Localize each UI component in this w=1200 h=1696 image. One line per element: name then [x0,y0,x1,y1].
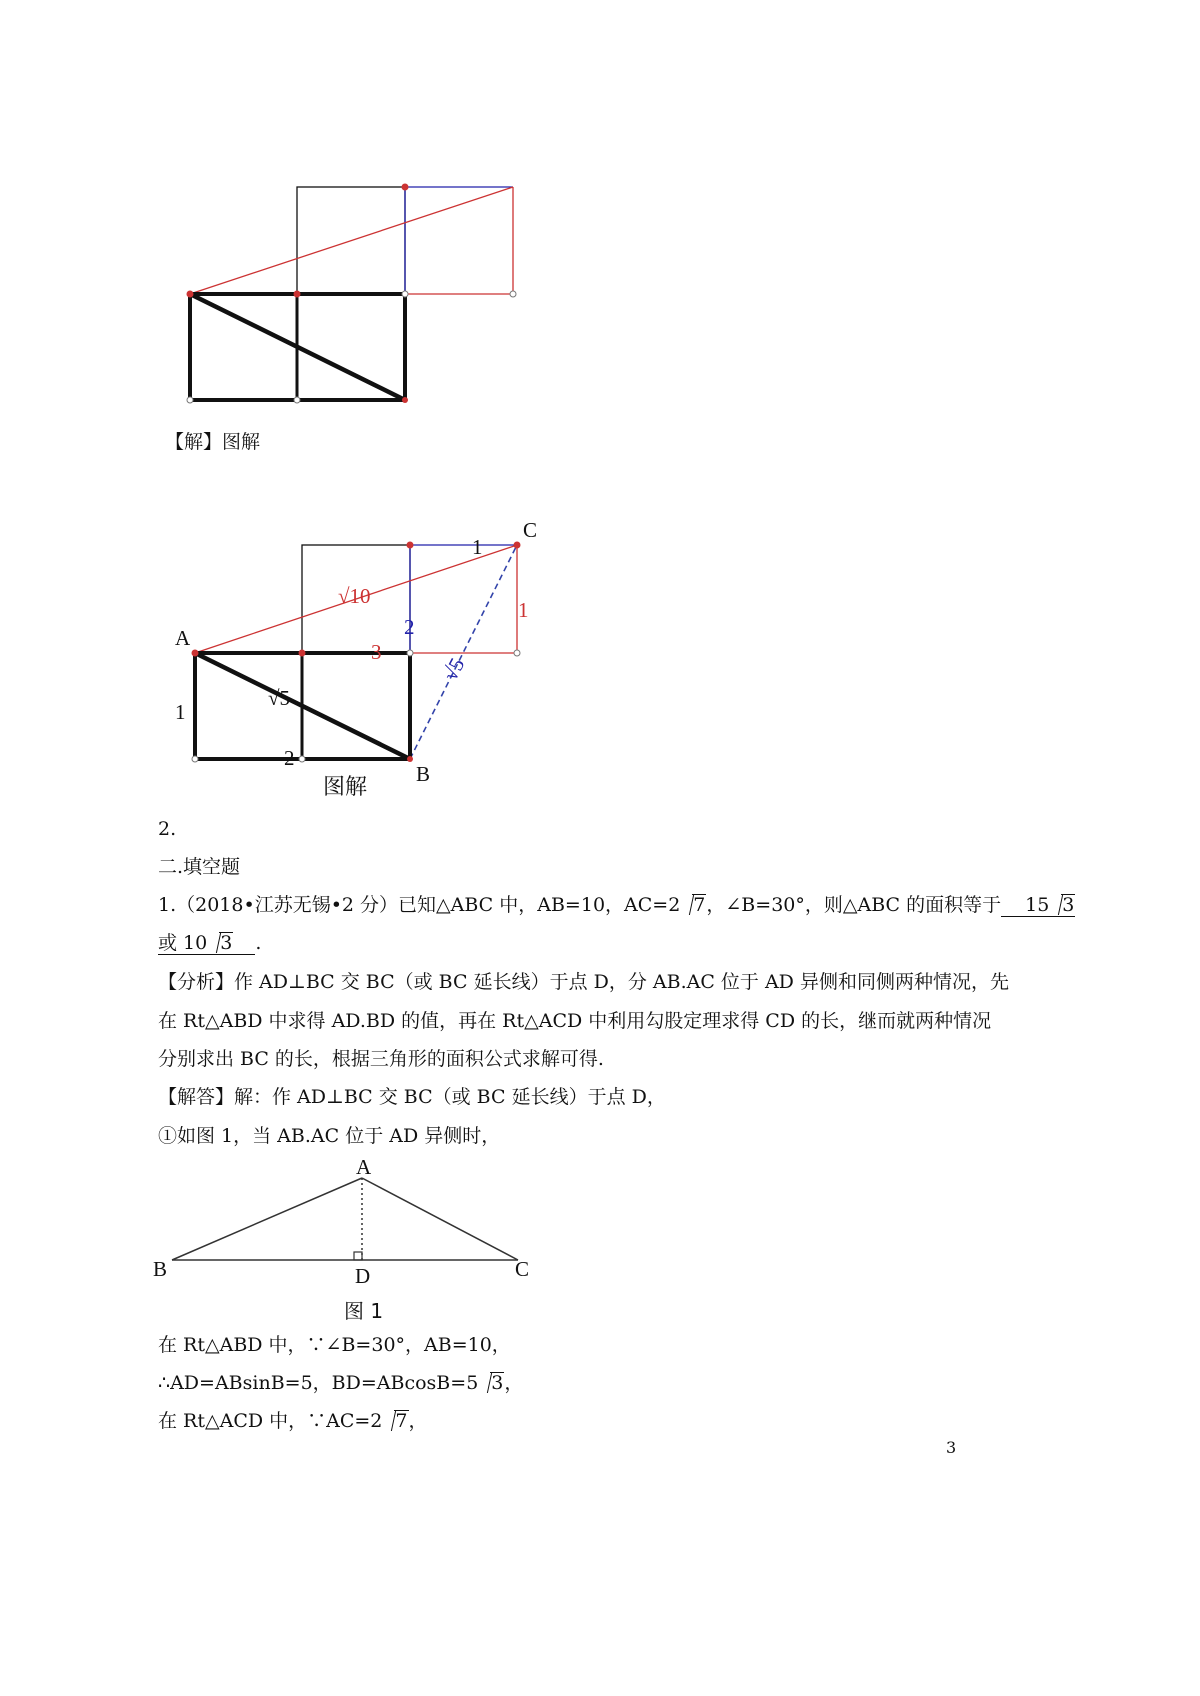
red-diagonal [190,187,513,294]
figure1-caption: 图 1 [344,1299,384,1323]
item-number: 2. [158,818,177,840]
sqrt-7: 7 [680,893,706,917]
answer-blank-1: 15 3 [1001,893,1075,917]
solution-line-2: ①如图 1，当 AB.AC 位于 AD 异侧时， [158,1125,501,1147]
fig1-label-a: A [356,1155,372,1179]
label-b: B [416,762,431,786]
analysis-line-3: 分别求出 BC 的长，根据三角形的面积公式求解可得. [158,1048,604,1070]
solution-line-1: 【解答】解：作 AD⊥BC 交 BC（或 BC 延长线）于点 D， [158,1086,666,1108]
problem-line-1: 1.（2018•江苏无锡•2 分）已知△ABC 中，AB=10，AC=2 7，∠B=30°，则△ABC 的面积等于 15 3 [158,894,1075,916]
figure-caption-tujie: 图解 [323,775,368,800]
sqrt-7: 7 [382,1409,408,1433]
answer-blank-2: 或 10 3 [158,931,255,955]
seg-label-1-right: 1 [518,598,529,622]
grid-points [192,650,520,762]
seg-label-sqrt10: √10 [338,584,371,608]
seg-label-sqrt5-dashed: √5 [437,653,470,685]
section-title: 二.填空题 [158,856,241,878]
analysis-line-2: 在 Rt△ABD 中求得 AD.BD 的值，再在 Rt△ACD 中利用勾股定理求得 CD 的长，继而就两种情况 [158,1010,992,1032]
step-3: 在 Rt△ACD 中，∵AC=2 7， [158,1410,428,1432]
sqrt-3: 3 [478,1371,504,1395]
label-a: A [175,626,191,650]
fig1-label-c: C [515,1257,530,1281]
seg-label-3: 3 [371,640,382,664]
label-c: C [523,518,538,542]
step-2: ∴AD=ABsinB=5，BD=ABcosB=5 3， [158,1372,524,1394]
fig1-label-d: D [355,1264,371,1288]
analysis-line-1: 【分析】作 AD⊥BC 交 BC（或 BC 延长线）于点 D，分 AB.AC 位于 AD 异侧和同侧两种情况，先 [158,971,1009,993]
solution-heading: 【解】图解 [165,431,261,453]
seg-label-1-top: 1 [472,535,483,559]
seg-label-2: 2 [404,615,415,639]
right-angle-mark [354,1252,362,1260]
seg-label-1-left: 1 [175,700,186,724]
triangle-figure-1 [160,1160,540,1290]
side-ba [172,1178,362,1260]
blue-dashed-bc [410,545,517,759]
grid-figure-top [180,175,570,425]
side-ac [362,1178,518,1260]
page-number: 3 [946,1438,957,1457]
fig1-label-b: B [153,1257,168,1281]
step-1: 在 Rt△ABD 中，∵∠B=30°，AB=10， [158,1334,511,1356]
grid-points [187,291,516,403]
seg-label-sqrt5-diag: √5 [268,686,291,710]
problem-line-2: 或 10 3 . [158,932,262,954]
seg-label-2-bottom: 2 [284,746,295,770]
